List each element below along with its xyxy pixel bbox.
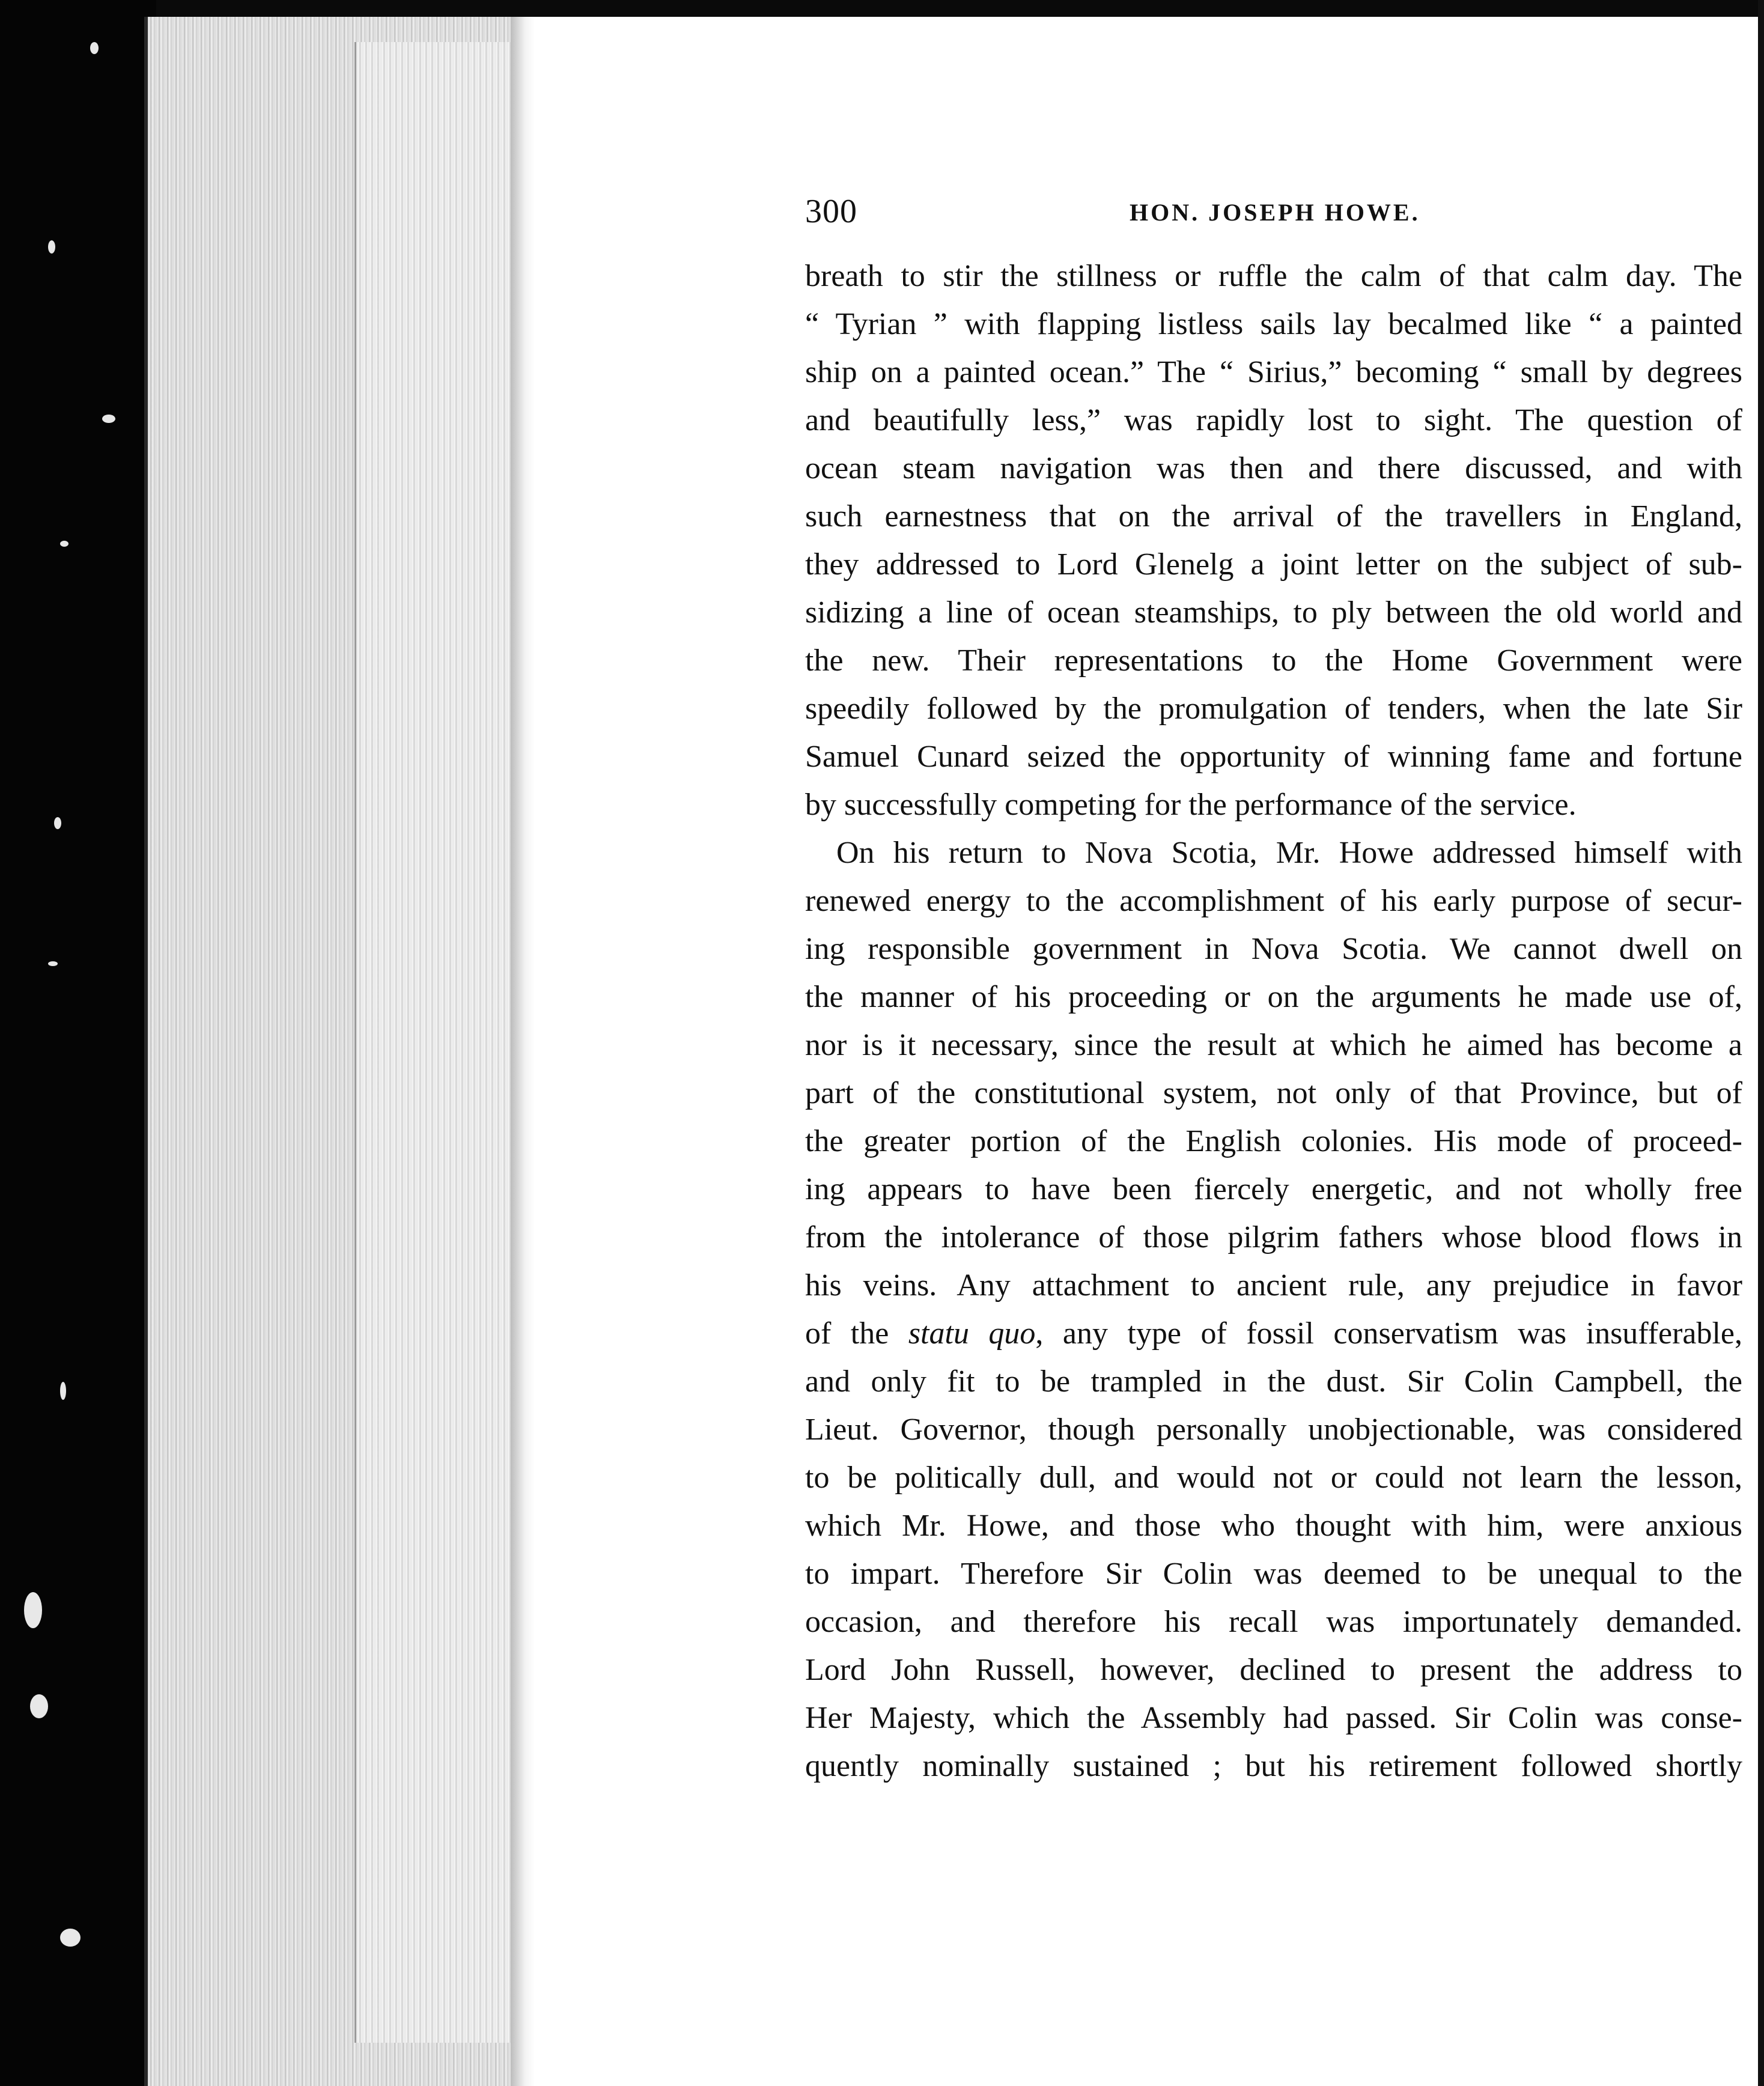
text-line: Lieut. Governor, though personally unobjectionable, was considered xyxy=(805,1412,1742,1447)
text-line: Her Majesty, which the Assembly had passed. Sir Colin was conse- xyxy=(805,1701,1742,1735)
text-line: quently nominally sustained ; but his retirement followed shortly xyxy=(805,1749,1742,1783)
scan-border-top xyxy=(0,0,1764,17)
scan-speck xyxy=(30,1694,48,1718)
text-line: ocean steam navigation was then and there discussed, and with xyxy=(805,451,1742,485)
scan-speck xyxy=(60,1929,81,1947)
text-line: ing appears to have been fiercely energetic, and not wholly free xyxy=(805,1172,1742,1206)
text-line: renewed energy to the accomplishment of his early purpose of secur- xyxy=(805,884,1742,918)
scan-border-left xyxy=(0,0,156,2086)
text-line-paragraph-end: by successfully competing for the performance of the service. xyxy=(805,788,1577,822)
text-line: such earnestness that on the arrival of the travellers in England, xyxy=(805,499,1742,534)
text-line: which Mr. Howe, and those who thought with him, were anxious xyxy=(805,1509,1742,1543)
text-line: his veins. Any attachment to ancient rule, any prejudice in favor xyxy=(805,1268,1742,1303)
text-line: they addressed to Lord Glenelg a joint letter on the subject of sub- xyxy=(805,547,1742,582)
scan-speck xyxy=(48,961,58,966)
page-number: 300 xyxy=(805,193,857,230)
text-line: and beautifully less,” was rapidly lost to sight. The question of xyxy=(805,403,1742,437)
text-line: the greater portion of the English colonies. His mode of proceed- xyxy=(805,1124,1742,1158)
text-line: occasion, and therefore his recall was importunately demanded. xyxy=(805,1605,1742,1639)
text-line: Samuel Cunard seized the opportunity of winning fame and fortune xyxy=(805,740,1742,774)
text-line: from the intolerance of those pilgrim fathers whose blood flows in xyxy=(805,1220,1742,1254)
text-line-paragraph-start: On his return to Nova Scotia, Mr. Howe addressed himself with xyxy=(836,836,1742,870)
text-line: nor is it necessary, since the result at which he aimed has become a xyxy=(805,1028,1742,1062)
scan-speck xyxy=(60,541,68,547)
running-title: HON. JOSEPH HOWE. xyxy=(1130,199,1420,226)
running-head xyxy=(805,180,1742,252)
text-line: speedily followed by the promulgation of tenders, when the late Sir xyxy=(805,692,1742,726)
scan-speck xyxy=(60,1382,66,1400)
scan-speck xyxy=(48,240,55,254)
book-page-edges-inner xyxy=(354,42,512,2043)
italic-phrase: statu quo xyxy=(908,1316,1036,1351)
text-fragment: , any type of fossil conservatism was insufferable, xyxy=(1035,1316,1742,1351)
scan-speck xyxy=(54,817,61,829)
text-line: the manner of his proceeding or on the arguments he made use of, xyxy=(805,980,1742,1014)
text-line: sidizing a line of ocean steamships, to ply between the old world and xyxy=(805,595,1742,630)
scan-border-right xyxy=(1758,0,1764,2086)
body-text xyxy=(805,252,1742,1790)
page-gutter-shadow xyxy=(511,17,535,2086)
text-line: “ Tyrian ” with flapping listless sails lay becalmed like “ a painted xyxy=(805,307,1742,341)
text-line: and only fit to be trampled in the dust. Sir Colin Campbell, the xyxy=(805,1364,1742,1399)
text-line: to impart. Therefore Sir Colin was deemed to be unequal to the xyxy=(805,1557,1742,1591)
scan-speck xyxy=(90,42,99,54)
text-line-statu-quo xyxy=(805,1310,1742,1358)
text-line: breath to stir the stillness or ruffle the calm of that calm day. The xyxy=(805,259,1742,293)
scan-speck xyxy=(24,1592,42,1628)
scan-speck xyxy=(102,415,115,423)
text-line: ship on a painted ocean.” The “ Sirius,” becoming “ small by degrees xyxy=(805,355,1742,389)
text-line: part of the constitutional system, not only of that Province, but of xyxy=(805,1076,1742,1110)
text-line: ing responsible government in Nova Scotia. We cannot dwell on xyxy=(805,932,1742,966)
text-fragment: of the xyxy=(805,1316,908,1351)
book-page xyxy=(805,180,1742,1790)
text-line: the new. Their representations to the Home Government were xyxy=(805,643,1742,678)
text-line: to be politically dull, and would not or could not learn the lesson, xyxy=(805,1461,1742,1495)
text-line: Lord John Russell, however, declined to present the address to xyxy=(805,1653,1742,1687)
